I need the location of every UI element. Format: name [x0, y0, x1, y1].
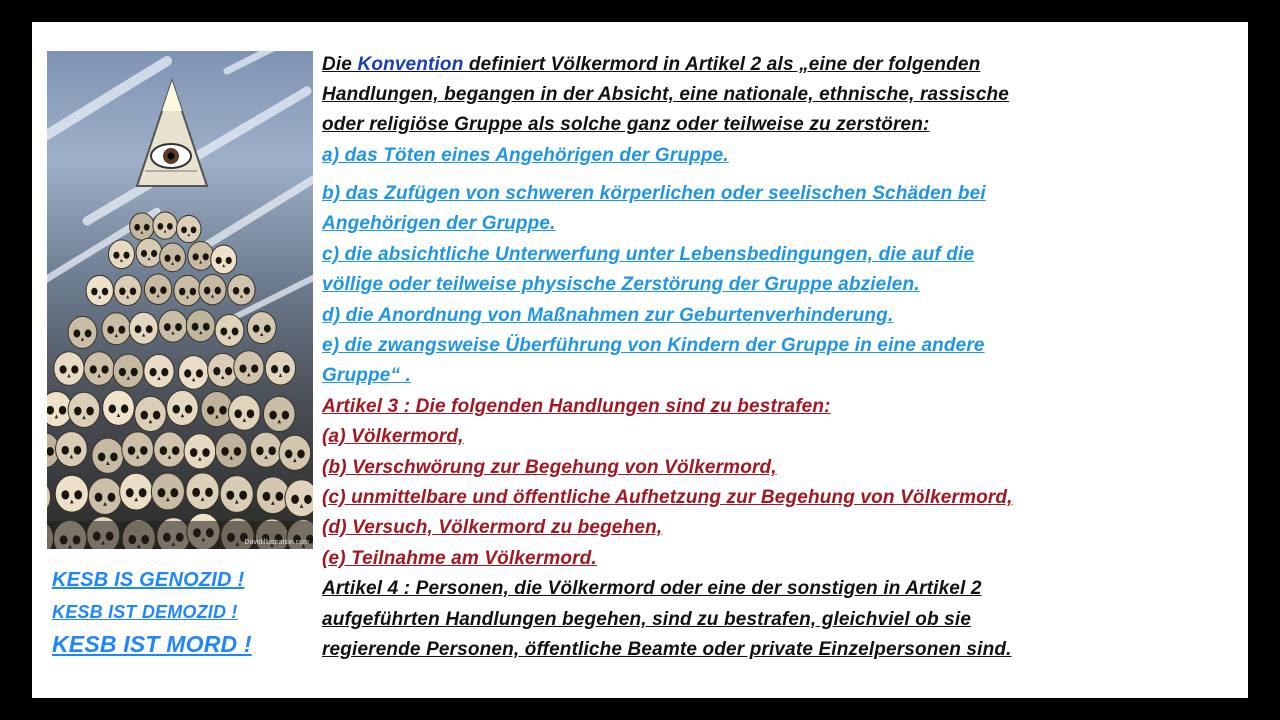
illustration — [47, 51, 313, 549]
article3-heading: Artikel 3 : Die folgenden Handlungen sind zu bestrafen: — [322, 396, 831, 417]
slogan-genozid: KESB IS GENOZID ! — [52, 569, 245, 591]
watermark: Davidillustration.com — [244, 539, 309, 546]
article3-item-e: (e) Teilnahme am Völkermord. — [322, 548, 597, 569]
article3-item-a: (a) Völkermord, — [322, 426, 464, 447]
article2-intro-line-3: oder religiöse Gruppe als solche ganz oder teilweise zu zerstören: — [322, 114, 930, 135]
article3-item-c: (c) unmittelbare und öffentliche Aufhetzung zur Begehung von Völkermord, — [322, 487, 1013, 508]
slogan-demozid: KESB IST DEMOZID ! — [52, 602, 238, 622]
article2-item-c-cont: völlige oder teilweise physische Zerstörung der Gruppe abzielen. — [322, 274, 920, 295]
article2-intro-line-1: Die Konvention definiert Völkermord in Artikel 2 als „eine der folgenden — [322, 54, 981, 75]
article2-item-e: e) die zwangsweise Überführung von Kindern der Gruppe in eine andere — [322, 335, 985, 356]
article2-intro-line-2: Handlungen, begangen in der Absicht, eine nationale, ethnische, rassische — [322, 84, 1010, 105]
slide — [32, 22, 1248, 698]
article2-item-b: b) das Zufügen von schweren körperlichen oder seelischen Schäden bei — [322, 183, 986, 204]
article4-line-2: aufgeführten Handlungen begehen, sind zu bestrafen, gleichviel ob sie — [322, 609, 972, 630]
article2-item-a: a) das Töten eines Angehörigen der Gruppe. — [322, 145, 729, 166]
slogan-mord: KESB IST MORD ! — [52, 631, 252, 657]
pyramid-eye-icon — [137, 81, 207, 186]
illuminati-skulls-image — [47, 51, 313, 549]
article2-item-b-cont: Angehörigen der Gruppe. — [322, 213, 556, 234]
skull-pile-icon — [47, 212, 313, 549]
article4-line-1: Artikel 4 : Personen, die Völkermord oder eine der sonstigen in Artikel 2 — [322, 578, 982, 599]
article4-line-3: regierende Personen, öffentliche Beamte oder private Einzelpersonen sind. — [322, 639, 1012, 660]
konvention-link[interactable]: Konvention — [357, 54, 464, 75]
article2-item-e-cont: Gruppe“ . — [322, 365, 411, 386]
article2-item-c: c) die absichtliche Unterwerfung unter Lebensbedingungen, die auf die — [322, 244, 975, 265]
article3-item-d: (d) Versuch, Völkermord zu begehen, — [322, 517, 663, 538]
article2-item-d: d) die Anordnung von Maßnahmen zur Geburtenverhinderung. — [322, 305, 894, 326]
article3-item-b: (b) Verschwörung zur Begehung von Völkermord, — [322, 457, 777, 478]
